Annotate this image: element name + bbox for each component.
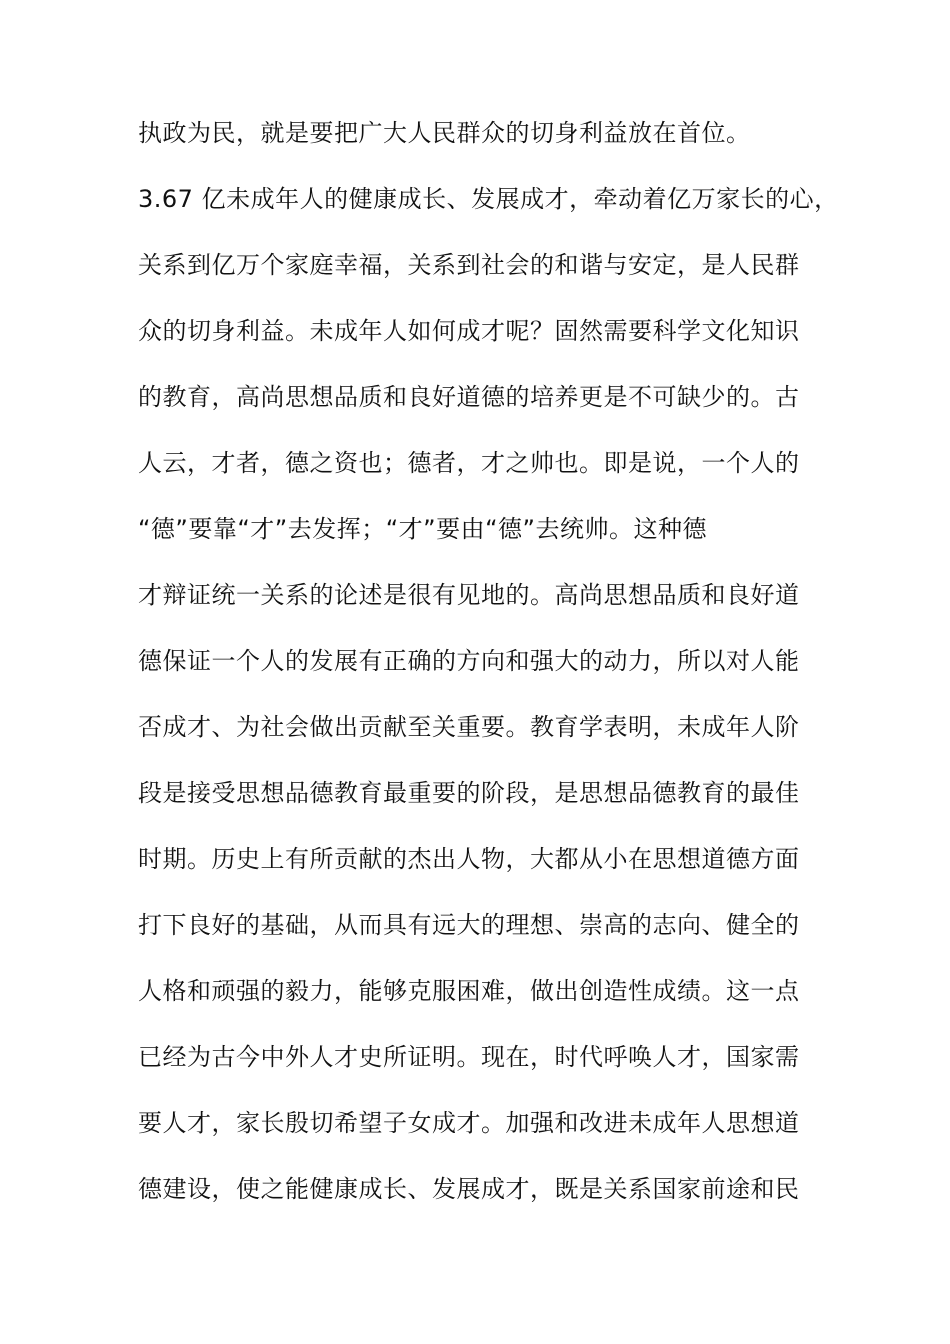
text-line-2: 3.67 亿未成年人的健康成长、发展成才，牵动着亿万家长的心， <box>138 185 839 213</box>
text-line-3: 关系到亿万个家庭幸福，关系到社会的和谐与安定，是人民群 <box>138 251 800 279</box>
text-line-15: 已经为古今中外人才史所证明。现在，时代呼唤人才，国家需 <box>138 1043 800 1071</box>
text-line-5: 的教育，高尚思想品质和良好道德的培养更是不可缺少的。古 <box>138 383 800 411</box>
text-line-4: 众的切身利益。未成年人如何成才呢？固然需要科学文化知识 <box>138 317 800 345</box>
text-line-1: 执政为民，就是要把广大人民群众的切身利益放在首位。 <box>138 119 751 147</box>
text-line-10: 否成才、为社会做出贡献至关重要。教育学表明，未成年人阶 <box>138 713 800 741</box>
text-line-9: 德保证一个人的发展有正确的方向和强大的动力，所以对人能 <box>138 647 800 675</box>
text-line-7: “德”要靠“才”去发挥；“才”要由“德”去统帅。这种德 <box>138 515 707 543</box>
text-line-14: 人格和顽强的毅力，能够克服困难，做出创造性成绩。这一点 <box>138 977 800 1005</box>
text-line-11: 段是接受思想品德教育最重要的阶段，是思想品德教育的最佳 <box>138 779 800 807</box>
text-line-6: 人云，才者，德之资也；德者，才之帅也。即是说，一个人的 <box>138 449 800 477</box>
text-line-16: 要人才，家长殷切希望子女成才。加强和改进未成年人思想道 <box>138 1109 800 1137</box>
text-line-17: 德建设，使之能健康成长、发展成才，既是关系国家前途和民 <box>138 1175 800 1203</box>
text-line-13: 打下良好的基础，从而具有远大的理想、崇高的志向、健全的 <box>138 911 800 939</box>
text-line-8: 才辩证统一关系的论述是很有见地的。高尚思想品质和良好道 <box>138 581 800 609</box>
text-line-12: 时期。历史上有所贡献的杰出人物，大都从小在思想道德方面 <box>138 845 800 873</box>
